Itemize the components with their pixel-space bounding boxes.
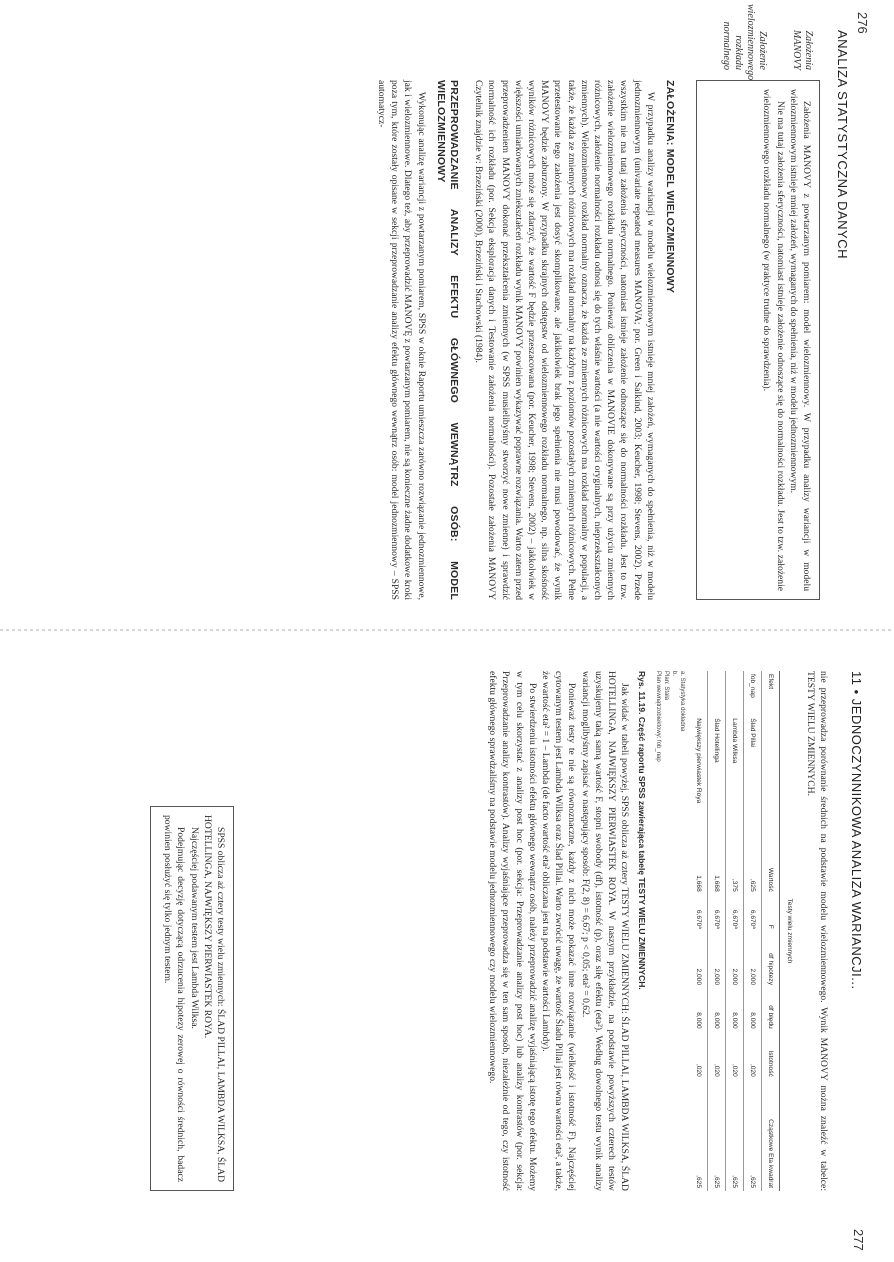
heading-assumptions: ZAŁOŻENIA: MODEL WIELOZMIENNOWY [664, 80, 676, 294]
cell-sig: ,020 [689, 1032, 707, 1080]
summary-box-right [150, 806, 234, 1191]
summary-box [696, 80, 820, 600]
cell-f: 6,670ª [743, 895, 761, 932]
running-head-right: 11 • JEDNOCZYNNIKOWA ANALIZA WARIANCJI... [849, 671, 864, 990]
cell-test: Ślad Pillai [743, 715, 761, 850]
page-number-right: 277 [851, 1229, 866, 1251]
page-number-left: 276 [855, 12, 870, 34]
cell-eta: ,625 [689, 1080, 707, 1191]
cell-dfe: 8,000 [689, 988, 707, 1032]
table-row [743, 671, 761, 1191]
box-paragraph-2: Nie ma tutaj założenia sferyczności, natomiast istnieje założenie odnoszące się do normalności rozkładu. Jest to tzw. założenie wielozmiennowego rozkładu normalnego (w praktyce trudne do sprawdzenia). [761, 89, 786, 591]
table-notes [654, 671, 686, 1191]
main-effect-paragraph: Wykonując analizę wariancji z powtarzanym pomiarem, SPSS w oknie Raportu umieszcza zarówno rozwiązanie jednozmiennowe, jak i wielozmiennowe. Dlatego też, aby przeprowadzić MANOVĘ z powtarzanym pomiarem, nie są konieczne żadne dodatkowe kroki poza tym, które zostały opisane w sekcji przeprowadzanie analizy efektu głównego wewnątrz osób: model jednozmiennowy – SPSS automatycz- [375, 80, 427, 600]
assumptions-paragraph: W przypadku analizy wariancji w modelu wielozmiennowym istnieje mniej założeń, wymaganych do spełnienia, niż w modelu jednozmiennowym (univariate repeated measures MANOVA; por. Green i Salkind, 2003; Keucher, 1998; Stevens, 2002). Przede wszystkim nie ma tutaj założenia sferyczności, natomiast istnieje założenie odnoszące się do normalności rozkładu. Jest to tzw. założenie wielozmiennowego rozkładu normalnego. Ponieważ obliczenia w MANOVIE dokonywane są przy użyciu zmiennych różnicowych, założenie normalności rozkładu odnosi się do tych właśnie wartości (a nie wartości oryginalnych, nieprzekształconych zmiennych). Wielozmiennowy rozkład normalny oznacza, że każda ze zmiennych różnicowych ma rozkład normalny w populacji, a także, że każda ze zmiennych różnicowych ma rozkład normalny na każdym z poziomów pozostałych zmiennych różnicowych. Pełne przetestowanie tego założenia jest dosyć skomplikowane, ale jakikolwiek brak jego spełnienia nie musi powodować, że wynik MANOVY będzie zaburzony. W przypadku skrajnych odstępstw od wielozmiennowego rozkładu normalnego, np. silna skośność wyników różnicowych może się zdarzyć, że wartość F będzie przeszacowana (por. Keucher, 1998; Stevens, 2002) – jakkolwiek w większości umiarkowanych zniekształceń rozkładu wynik MANOVY powinien wykazywać poprawne rozwiązania. Warto zatem przed przeprowadzeniem MANOVY dokonać przekształcenia zmiennych (w SPSS musielibyśmy stworzyć nowe zmienne) i sprawdzić normalność ich rozkładu (por. Sekcja eksploracja danych i Testowanie założenia normalności). Pozostałe założenia MANOVY Czytelnik znajdzie w: Brzeziński (2000), Brzeziński i Stachowski (1984). [473, 80, 656, 600]
header-test [762, 715, 780, 850]
cell-effect [725, 671, 743, 715]
running-head-left: ANALIZA STATYSTYCZNA DANYCH [835, 30, 850, 260]
cell-effect: fob_nap [743, 671, 761, 715]
header-df-hyp: df hipotezy [762, 932, 780, 988]
cell-dfh: 2,000 [707, 932, 725, 988]
header-effect: Efekt [762, 671, 780, 715]
cell-test: Ślad Hotellinga [707, 715, 725, 850]
multivariate-tests-table [689, 671, 780, 1191]
cell-dfe: 8,000 [725, 988, 743, 1032]
box-right-paragraph-3: Podejmując decyzję dotyczącą odrzucenia hipotezy zerowej o równości średnich, badacz powinien posłużyć się tylko jednym testem. [162, 815, 187, 1182]
cell-value: 1,668 [689, 850, 707, 894]
margin-note-normal: Założenie wielozmiennowego rozkładu normalnego [721, 4, 768, 81]
cell-dfe: 8,000 [743, 988, 761, 1032]
cell-sig: ,020 [725, 1032, 743, 1080]
cell-effect [689, 671, 707, 715]
margin-note-manova: Założenia MANOVY [791, 30, 814, 70]
cell-f: 6,670ª [725, 895, 743, 932]
note-b: b. [671, 671, 678, 677]
cell-dfh: 2,000 [689, 932, 707, 988]
cell-dfe: 8,000 [707, 988, 725, 1032]
cell-effect [707, 671, 725, 715]
cell-dfh: 2,000 [725, 932, 743, 988]
right-page [0, 631, 894, 1262]
header-value: Wartość [762, 850, 780, 894]
cell-eta: ,625 [707, 1080, 725, 1191]
cell-eta: ,625 [743, 1080, 761, 1191]
box-right-paragraph-2: Najczęściej podawanym testem jest Lambda Wilksa. [188, 827, 200, 1029]
right-text-column [486, 671, 830, 1191]
note-a: a. Statystyka dokładna [679, 671, 686, 732]
tests-paragraph: Jak widać w tabeli powyżej, SPSS oblicza aż cztery TESTY WIELU ZMIENNYCH: ŚLAD PILLAI, LAMBDA WILKSA, ŚLAD HOTELLINGA, NAJWIĘKSZY PIERWIASTEK ROYA. W naszym przykładzie, na podstawie powyższych czterech testów uzyskujemy taką samą wartość F, stopni swobody (df), istotność (p), oraz siłę efektu (eta²). Według dowolnego testu wynik analizy wariancji moglibyśmy zapisać w następujący sposób: F(2, 8) = 6,67; p < 0,05; eta² = 0,62. [579, 671, 631, 1191]
cell-value: 1,668 [707, 850, 725, 894]
table-row [707, 671, 725, 1191]
comparison-paragraph: Ponieważ testy te nie są równoznaczne, każdy z nich może pokazać inne rozwiązanie (wielkość i istotność F). Najczęściej cytowanym testem jest Lambda Wilksa oraz Ślad Pillai. Warto zwrócić uwagę, że wartość Śladu Pillai jest równa wartości eta², a także, że wartość eta² = 1 – Lambda (de facto wartość eta² obliczana jest na podstawie wartości Lambdy). [539, 671, 578, 1191]
cell-sig: ,020 [743, 1032, 761, 1080]
header-eta: Cząstkowe Eta kwadrat [762, 1080, 780, 1191]
table-caption: Testy wielu zmiennych [785, 898, 793, 964]
note-within: Plan wewnątrzobiektowy: fob_nap [655, 671, 662, 762]
table-row [725, 671, 743, 1191]
cell-dfh: 2,000 [743, 932, 761, 988]
note-plan: Plan: Stała [663, 671, 670, 701]
cell-f: 6,670ª [707, 895, 725, 932]
header-f: F [762, 895, 780, 932]
heading-main-effect: PRZEPROWADZANIE ANALIZY EFEKTU GŁÓWNEGO WEWNĄTRZ OSÓB: MODEL WIELOZMIENNOWY [434, 80, 460, 600]
cell-f: 6,670ª [689, 895, 707, 932]
spss-table-figure [654, 671, 795, 1191]
header-sig: Istotność [762, 1032, 780, 1080]
cell-value: ,625 [743, 850, 761, 894]
left-text-column [375, 80, 688, 600]
cell-value: ,375 [725, 850, 743, 894]
cell-eta: ,625 [725, 1080, 743, 1191]
followup-paragraph: Po stwierdzeniu istotności efektu głównego wewnątrz osób, należy przeprowadzić analizę wyjaśniającą istotę tego efektu. Możemy w tym celu skorzystać z analizy post hoc (por. sekcja: Przeprowadzanie analizy post hoc) lub analizy kontrastów (por. sekcja: Przeprowadzanie analizy kontrastów). Analizy wyjaśniające przeprowadza się w ten sam sposób, niezależnie od tego, czy istotność efektu głównego sprawdzaliśmy na podstawie modelu jednozmiennowego czy modelu wielozmiennowego. [487, 671, 538, 1191]
box-right-paragraph-1: SPSS oblicza aż cztery testy wielu zmiennych: ŚLAD PILLAI, LAMBDA WILKSA, ŚLAD HOTELLINGA, NAJWIĘKSZY PIERWIASTEK ROYA. [201, 815, 226, 1183]
box-paragraph-1: Założenia MANOVY z powtarzanym pomiarem: model wielozmiennowy. W przypadku analizy wariancji w modelu wielozmiennowym istnieje mniej założeń, wymaganych do spełnienia, niż w modelu jednozmiennowym. [787, 89, 812, 591]
header-df-err: df błędu [762, 988, 780, 1032]
table-header-row [762, 671, 780, 1191]
cell-test: Lambda Wilksa [725, 715, 743, 850]
cell-sig: ,020 [707, 1032, 725, 1080]
intro-paragraph: nie przeprowadza porównanie średnich na podstawie modelu wielozmiennowego. Wynik MANOVY można znaleźć w tabelce: TESTY WIELU ZMIENNYCH. [804, 671, 829, 1191]
cell-test: Największy pierwiastek Roya [689, 715, 707, 850]
table-row [689, 671, 707, 1191]
figure-title: Rys. 11.19. Część raportu SPSS zawierająca tabelę TESTY WIELU ZMIENNYCH. [637, 671, 648, 990]
